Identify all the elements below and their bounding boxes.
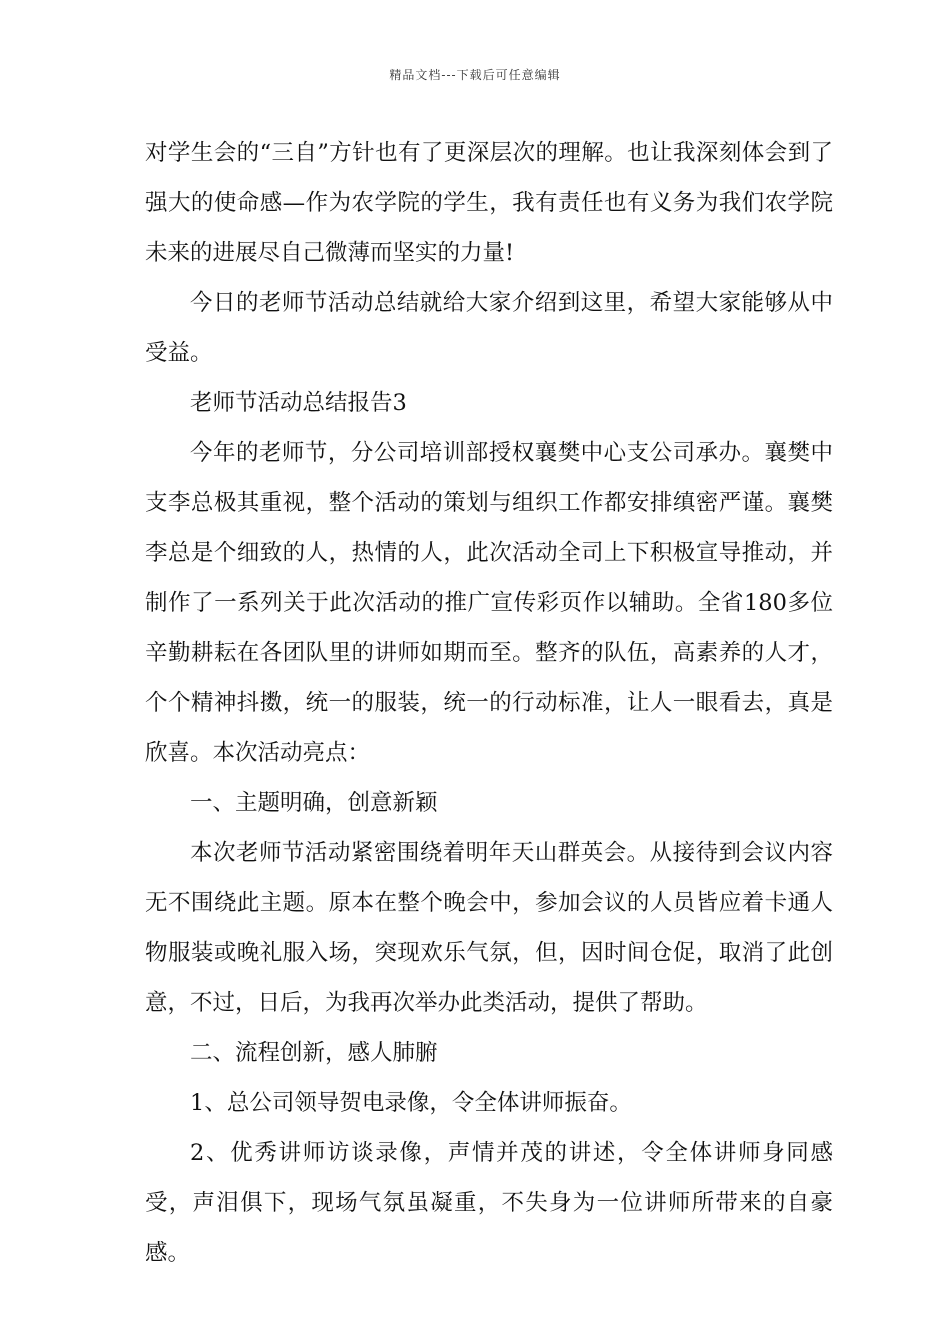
paragraph-4: 本次老师节活动紧密围绕着明年天山群英会。从接待到会议内容无不围绕此主题。原本在整个晚会中，参加会议的人员皆应着卡通人物服装或晚礼服入场，突现欢乐气氛，但，因时间仓促，取消了此创意，不过，日后，为我再次举办此类活动，提供了帮助。	[145, 840, 833, 1016]
page-header: 精品文档---下载后可任意编辑	[389, 68, 561, 82]
section-title: 老师节活动总结报告3	[190, 390, 407, 416]
paragraph-2: 今日的老师节活动总结就给大家介绍到这里，希望大家能够从中受益。	[145, 290, 833, 366]
paragraph-3: 今年的老师节，分公司培训部授权襄樊中心支公司承办。襄樊中支李总极其重视，整个活动的策划与组织工作都安排缜密严谨。襄樊李总是个细致的人，热情的人，此次活动全司上下积极宣导推动，并制作了一系列关于此次活动的推广宣传彩页作以辅助。全省180多位辛勤耕耘在各团队里的讲师如期而至。整齐的队伍，高素养的人才，个个精神抖擞，统一的服装，统一的行动标准，让人一眼看去，真是欣喜。本次活动亮点：	[145, 440, 833, 766]
list-item-2: 2、优秀讲师访谈录像，声情并茂的讲述，令全体讲师身同感受，声泪俱下，现场气氛虽凝重，不失身为一位讲师所带来的自豪感。	[145, 1140, 833, 1266]
document-body	[145, 128, 833, 1278]
subheading-1: 一、主题明确，创意新颖	[190, 790, 438, 816]
paragraph-1: 对学生会的“三自”方针也有了更深层次的理解。也让我深刻体会到了强大的使命感—作为农学院的学生，我有责任也有义务为我们农学院未来的进展尽自己微薄而坚实的力量!	[145, 140, 833, 266]
list-item-1: 1、总公司领导贺电录像，令全体讲师振奋。	[190, 1090, 632, 1116]
subheading-2: 二、流程创新，感人肺腑	[190, 1040, 438, 1066]
